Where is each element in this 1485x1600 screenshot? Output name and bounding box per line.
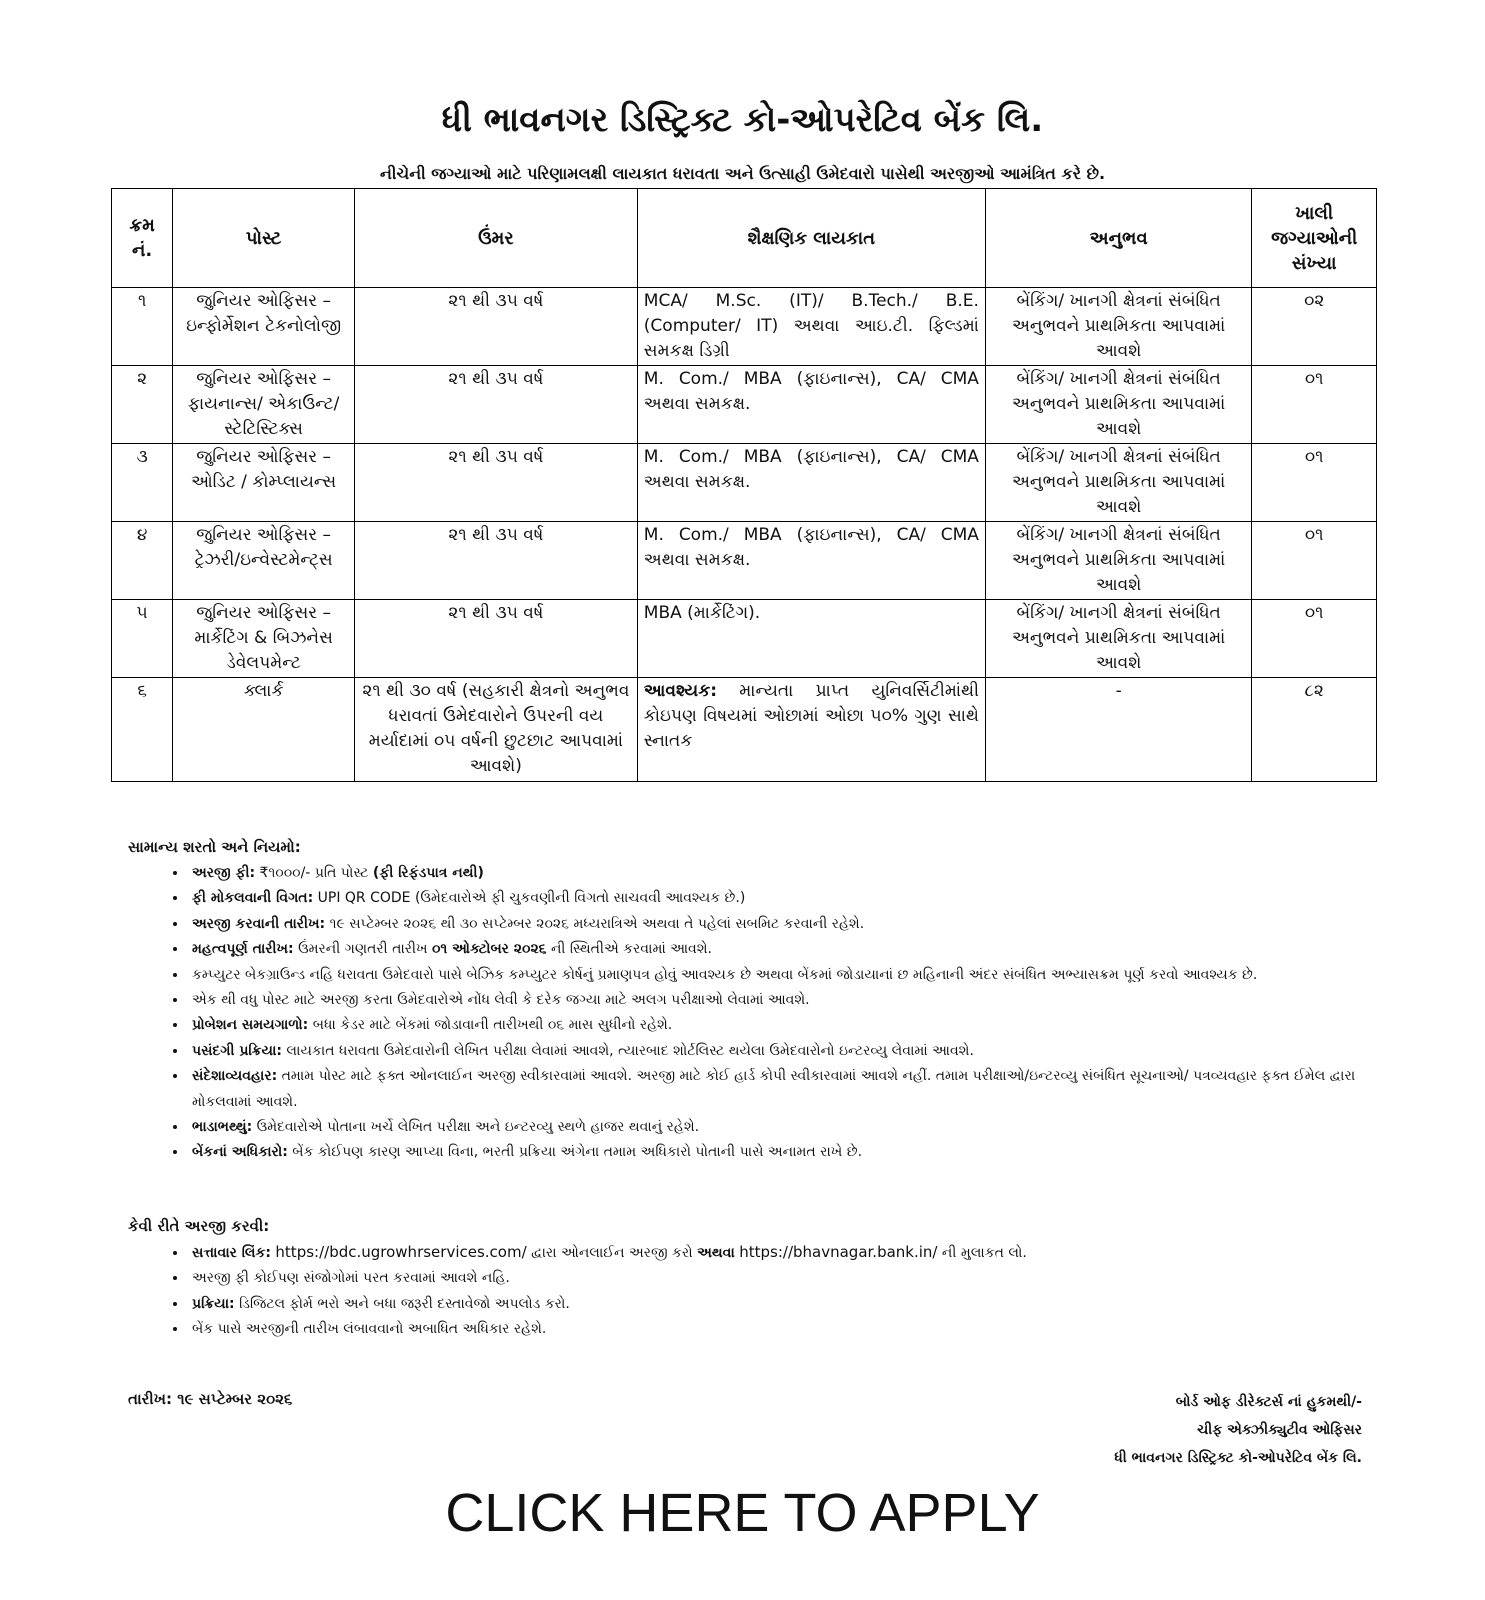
process-label: પ્રક્રિયા: [192, 1295, 235, 1312]
apply-link[interactable]: https://bdc.ugrowhrservices.com/ [275, 1243, 527, 1261]
term-text: ઉમેદવારોએ પોતાના ખર્ચે લેખિત પરીક્ષા અને ઇન્ટરવ્યુ સ્થળે હાજર થવાનું રહેશે. [252, 1119, 700, 1136]
row-serial: ૫ [112, 600, 173, 678]
signature-block [1114, 1388, 1362, 1472]
row-age: ૨૧ થી ૩૫ વર્ષ [354, 600, 637, 678]
row-qualification: M. Com./ MBA (ફાઇનાન્સ), CA/ CMA અથવા સમકક્ષ. [637, 522, 985, 600]
date-extension-note: બેંક પાસે અરજીની તારીખ લંબાવવાનો અબાધિત અધિકાર રહેશે. [192, 1321, 547, 1338]
row-age: ૨૧ થી ૩૫ વર્ષ [354, 444, 637, 522]
apply-link-mid: દ્વારા ઓનલાઈન અરજી કરો [526, 1245, 698, 1261]
header-age: ઉંમર [354, 189, 637, 288]
row-age: ૨૧ થી ૩૫ વર્ષ [354, 288, 637, 366]
table-row [112, 600, 1377, 678]
row-serial: ૩ [112, 444, 173, 522]
table-row [112, 444, 1377, 522]
row-qualification: M. Com./ MBA (ફાઇનાન્સ), CA/ CMA અથવા સમકક્ષ. [637, 444, 985, 522]
row-serial: ૨ [112, 366, 173, 444]
term-label: ફી મોકલવાની વિગત: [192, 890, 314, 907]
list-item [188, 963, 1413, 988]
list-item [188, 937, 1413, 962]
terms-list [128, 861, 1413, 1166]
list-item [188, 1240, 1413, 1266]
table-row [112, 522, 1377, 600]
row-qualification: M. Com./ MBA (ફાઇનાન્સ), CA/ CMA અથવા સમકક્ષ. [637, 366, 985, 444]
term-text: બધા કેડર માટે બેંકમાં જોડાવાની તારીખથી ૦૬ માસ સુધીનો રહેશે. [308, 1017, 673, 1034]
header-vacancies: ખાલી જગ્યાઓની સંખ્યા [1252, 189, 1377, 288]
bank-website-link[interactable]: https://bhavnagar.bank.in/ [739, 1243, 938, 1261]
list-item [188, 1292, 1413, 1317]
header-qualification: શૈક્ષણિક લાયકાત [637, 189, 985, 288]
row-experience: બેંકિંગ/ ખાનગી ક્ષેત્રનાં સંબંધિત અનુભવને પ્રાથમિકતા આપવામાં આવશે [985, 522, 1251, 600]
row-experience: બેંકિંગ/ ખાનગી ક્ષેત્રનાં સંબંધિત અનુભવને પ્રાથમિકતા આપવામાં આવશે [985, 444, 1251, 522]
row-vacancies: ૮૨ [1252, 678, 1377, 782]
term-label: સંદેશાવ્યવહાર: [192, 1068, 278, 1085]
terms-heading: સામાન્ય શરતો અને નિયમો: [128, 838, 301, 856]
table-row [112, 366, 1377, 444]
term-text: કમ્પ્યુટર બેકગ્રાઉન્ડ નહિ ધરાવતા ઉમેદવારો પાસે બેઝિક કમ્પ્યુટર કોર્ષનું પ્રમાણપત્ર હોવું આવશ્યક છે અથવા બેંકમાં જોડાયાનાં છ મહિનાની અંદર સંબંધિત અભ્યાસક્રમ પૂર્ણ કરવો આવશ્યક છે. [192, 966, 1258, 983]
term-label: પ્રોબેશન સમયગાળો: [192, 1017, 309, 1034]
bank-title: ધી ભાવનગર ડિસ્ટ્રિક્ટ કો-ઓપરેટિવ બેંક લિ. [441, 100, 1044, 140]
list-item [188, 912, 1413, 937]
list-item [188, 1039, 1413, 1064]
process-text: ડિજિટલ ફોર્મ ભરો અને બધા જરૂરી દસ્તાવેજો અપલોડ કરો. [234, 1295, 570, 1312]
list-item [188, 1317, 1413, 1342]
term-text: UPI QR CODE (ઉમેદવારોએ ફી ચુકવણીની વિગતો સાચવવી આવશ્યક છે.) [313, 890, 746, 907]
apply-or-text: અથવા [697, 1245, 735, 1261]
row-serial: ૧ [112, 288, 173, 366]
row-post: ક્લાર્ક [173, 678, 355, 782]
notice-date: તારીખ: ૧૯ સપ્ટેમ્બર ૨૦૨૬ [128, 1390, 293, 1408]
vacancy-table [111, 188, 1377, 782]
header-serial: ક્રમ નં. [112, 189, 173, 288]
qualification-required-label: આવશ્યક: [643, 681, 718, 701]
row-qualification: MCA/ M.Sc. (IT)/ B.Tech./ B.E. (Computer/ IT) અથવા આઇ.ટી. ફિલ્ડમાં સમકક્ષ ડિગ્રી [637, 288, 985, 366]
term-text: લાયકાત ધરાવતા ઉમેદવારોની લેખિત પરીક્ષા લેવામાં આવશે, ત્યારબાદ શોર્ટલિસ્ટ થયેલા ઉમેદવારોનો ઇન્ટરવ્યુ લેવામાં આવશે. [281, 1042, 974, 1059]
term-text: ₹૧૦૦૦/- પ્રતિ પોસ્ટ [255, 865, 373, 881]
qualification-text: માન્યતા પ્રાપ્ત યુનિવર્સિટીમાંથી કોઇપણ વિષયમાં ઓછામાં ઓછા ૫૦% ગુણ સાથે સ્નાતક [643, 681, 979, 751]
list-item [188, 988, 1413, 1013]
row-serial: ૬ [112, 678, 173, 782]
row-vacancies: ૦૧ [1252, 600, 1377, 678]
row-experience: બેંકિંગ/ ખાનગી ક્ષેત્રનાં સંબંધિત અનુભવને પ્રાથમિકતા આપવામાં આવશે [985, 600, 1251, 678]
header-experience: અનુભવ [985, 189, 1251, 288]
row-post: જુનિયર ઓફિસર – માર્કેટિંગ & બિઝનેસ ડેવેલપમેન્ટ [173, 600, 355, 678]
row-age: ૨૧ થી ૩૦ વર્ષ (સહકારી ક્ષેત્રનો અનુભવ ધરાવતાં ઉમેદવારોને ઉપરની વય મર્યાદામાં ૦૫ વર્ષની છુટછાટ આપવામાં આવશે) [354, 678, 637, 782]
list-item [188, 861, 1413, 886]
term-text: બેંક કોઈપણ કારણ આપ્યા વિના, ભરતી પ્રક્રિયા અંગેના તમામ અધિકારો પોતાની પાસે અનામત રાખે છે. [287, 1144, 863, 1161]
row-experience: બેંકિંગ/ ખાનગી ક્ષેત્રનાં સંબંધિત અનુભવને પ્રાથમિકતા આપવામાં આવશે [985, 366, 1251, 444]
table-header-row [112, 189, 1377, 288]
row-experience: - [985, 678, 1251, 782]
list-item [188, 1266, 1413, 1291]
term-label: પસંદગી પ્રક્રિયા: [192, 1042, 282, 1059]
term-bold-text: (ફી રિફંડપાત્ર નથી) [372, 865, 484, 881]
list-item [188, 1013, 1413, 1038]
row-vacancies: ૦૨ [1252, 288, 1377, 366]
row-age: ૨૧ થી ૩૫ વર્ષ [354, 522, 637, 600]
how-to-apply-list [128, 1240, 1413, 1343]
term-bold-text: ૦૧ ઓક્ટોબર ૨૦૨૬ [432, 941, 547, 958]
row-post: જુનિયર ઓફિસર – ફાયનાન્સ/ એકાઉન્ટ/સ્ટેટિસ્ટિક્સ [173, 366, 355, 444]
term-label: બેંકનાં અધિકારો: [192, 1144, 288, 1161]
term-text-after: ની સ્થિતીએ કરવામાં આવશે. [546, 941, 712, 958]
row-post: જુનિયર ઓફિસર – ઓડિટ / કોમ્પ્લાયન્સ [173, 444, 355, 522]
term-text: ૧૯ સપ્ટેમ્બર ૨૦૨૬ થી ૩૦ સપ્ટેમ્બર ૨૦૨૬ મધ્યરાત્રિએ અથવા તે પહેલાં સબમિટ કરવાની રહેશે. [325, 915, 865, 932]
row-qualification: MBA (માર્કેટિંગ). [637, 600, 985, 678]
row-vacancies: ૦૧ [1252, 366, 1377, 444]
row-post: જુનિયર ઓફિસર – ઇન્ફોર્મેશન ટેકનોલોજી [173, 288, 355, 366]
term-label: મહત્વપૂર્ણ તારીખ: [192, 941, 294, 958]
term-text: ઉંમરની ગણતરી તારીખ [293, 941, 432, 958]
term-label: અરજી ફી: [192, 865, 256, 881]
invitation-subtitle: નીચેની જગ્યાઓ માટે પરિણામલક્ષી લાયકાત ધરાવતા અને ઉત્સાહી ઉમેદવારો પાસેથી અરજીઓ આમંત્રિત કરે છે. [379, 164, 1106, 183]
row-post: જુનિયર ઓફિસર – ટ્રેઝરી/ઇન્વેસ્ટમેન્ટ્સ [173, 522, 355, 600]
official-link-label: સત્તાવાર લિંક: [192, 1245, 271, 1261]
apply-link-tail: ની મુલાકત લો. [937, 1245, 1027, 1261]
apply-button[interactable]: CLICK HERE TO APPLY [445, 1483, 1040, 1543]
table-row [112, 678, 1377, 782]
signature-line-bank: ધી ભાવનગર ડિસ્ટ્રિક્ટ કો-ઓપરેટિવ બેંક લિ. [1114, 1450, 1362, 1466]
header-post: પોસ્ટ [173, 189, 355, 288]
list-item [188, 1115, 1413, 1140]
table-row [112, 288, 1377, 366]
row-vacancies: ૦૧ [1252, 522, 1377, 600]
term-text: તમામ પોસ્ટ માટે ફક્ત ઓનલાઈન અરજી સ્વીકારવામાં આવશે. અરજી માટે કોઈ હાર્ડ કોપી સ્વીકારવામાં આવશે નહીં. તમામ પરીક્ષાઓ/ઇન્ટરવ્યુ સંબંધિત સૂચનાઓ/ પત્રવ્યવહાર ફક્ત ઈમેલ દ્વારા મોકલવામાં આવશે. [192, 1068, 1356, 1110]
fee-refund-note: અરજી ફી કોઈપણ સંજોગોમાં પરત કરવામાં આવશે નહિ. [192, 1270, 510, 1287]
signature-line-ceo: ચીફ એક્ઝીક્યુટીવ ઓફિસર [1197, 1422, 1362, 1438]
signature-line-board: બોર્ડ ઓફ ડીરેક્ટર્સ નાં હુકમથી/- [1175, 1394, 1362, 1410]
row-vacancies: ૦૧ [1252, 444, 1377, 522]
list-item [188, 1140, 1413, 1165]
row-age: ૨૧ થી ૩૫ વર્ષ [354, 366, 637, 444]
how-to-apply-heading: કેવી રીતે અરજી કરવી: [128, 1217, 270, 1235]
list-item [188, 886, 1413, 911]
term-text: એક થી વધુ પોસ્ટ માટે અરજી કરતા ઉમેદવારોએ નોંધ લેવી કે દરેક જગ્યા માટે અલગ પરીક્ષાઓ લેવામાં આવશે. [192, 992, 810, 1009]
row-experience: બેંકિંગ/ ખાનગી ક્ષેત્રનાં સંબંધિત અનુભવને પ્રાથમિકતા આપવામાં આવશે [985, 288, 1251, 366]
row-qualification [637, 678, 985, 782]
term-label: ભાડાભથ્થું: [192, 1119, 253, 1136]
list-item [188, 1064, 1413, 1115]
row-serial: ૪ [112, 522, 173, 600]
term-label: અરજી કરવાની તારીખ: [192, 915, 326, 932]
